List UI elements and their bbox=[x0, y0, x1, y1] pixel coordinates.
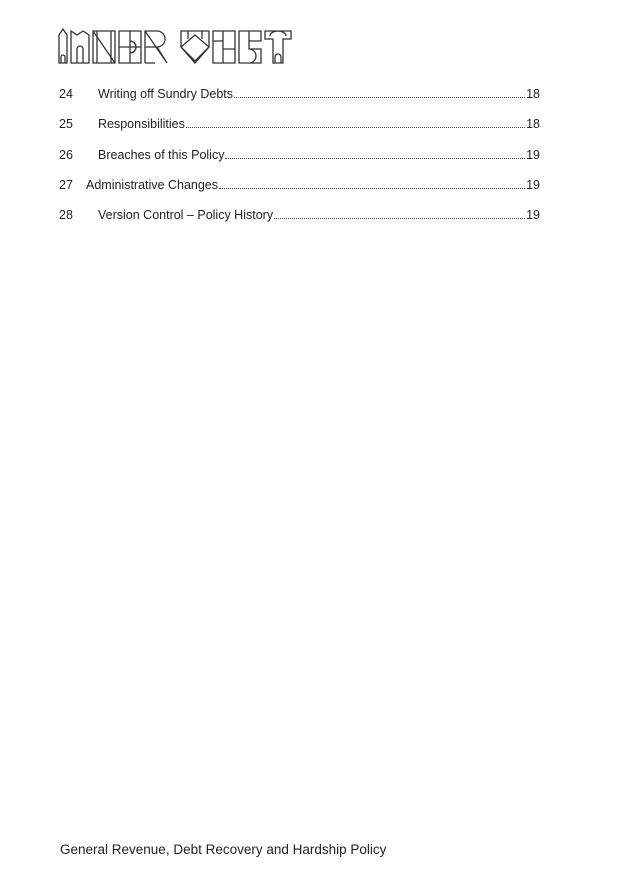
toc-number: 24 bbox=[59, 87, 73, 101]
toc-leader bbox=[274, 217, 525, 219]
toc-leader bbox=[225, 157, 525, 159]
toc-number: 26 bbox=[59, 148, 73, 162]
toc-entry[interactable] bbox=[59, 206, 540, 222]
toc-title: Responsibilities bbox=[98, 117, 185, 131]
toc-page: 18 bbox=[526, 117, 540, 131]
toc-leader bbox=[219, 187, 525, 189]
toc-entry[interactable] bbox=[59, 146, 540, 162]
toc-page: 19 bbox=[526, 178, 540, 192]
toc-entry[interactable] bbox=[59, 176, 540, 192]
toc-page: 18 bbox=[526, 87, 540, 101]
toc-title: Writing off Sundry Debts bbox=[98, 87, 234, 101]
toc-number: 28 bbox=[59, 208, 73, 222]
toc-leader bbox=[234, 96, 525, 98]
toc-page: 19 bbox=[526, 148, 540, 162]
toc-entry[interactable] bbox=[59, 115, 540, 131]
toc-title: Breaches of this Policy bbox=[98, 148, 225, 162]
toc-number: 25 bbox=[59, 117, 73, 131]
toc-leader bbox=[186, 126, 525, 128]
toc-entry[interactable] bbox=[59, 85, 540, 101]
document-footer: General Revenue, Debt Recovery and Hardship Policy bbox=[60, 842, 387, 857]
inner-west-logo bbox=[57, 27, 307, 65]
toc-page: 19 bbox=[526, 208, 540, 222]
toc-title: Administrative Changes bbox=[86, 178, 219, 192]
toc-number: 27 bbox=[59, 178, 73, 192]
toc-title: Version Control – Policy History bbox=[98, 208, 274, 222]
